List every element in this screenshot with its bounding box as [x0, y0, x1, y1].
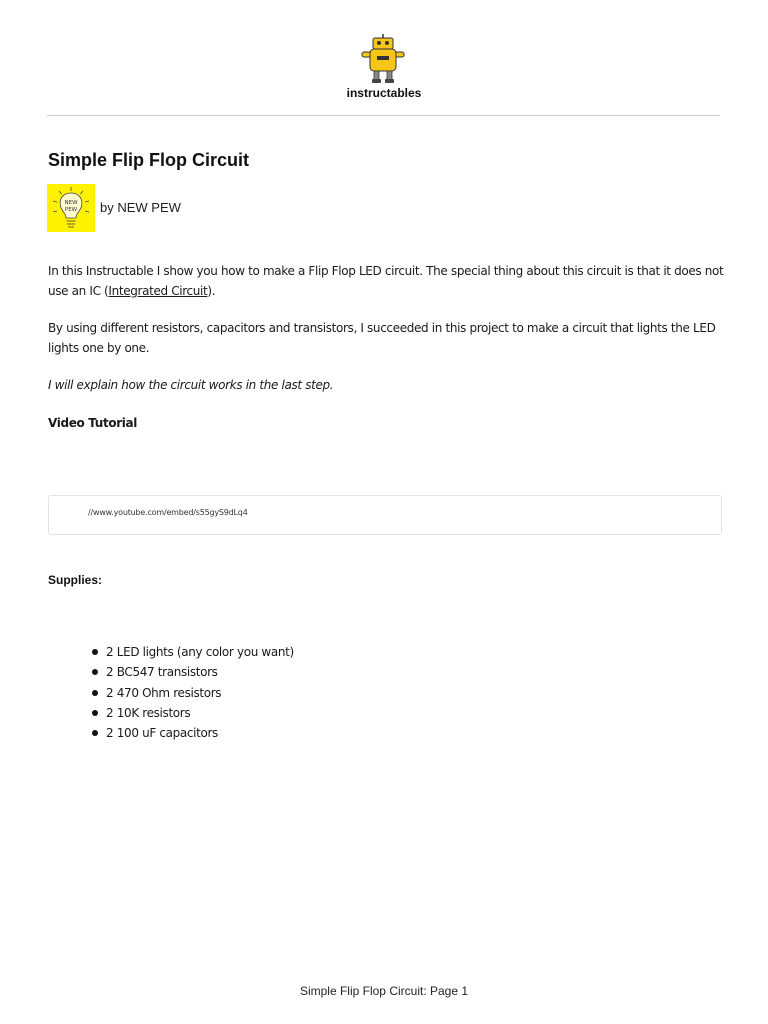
avatar-text-1: NEW	[64, 200, 78, 206]
page-title: Simple Flip Flop Circuit	[48, 150, 250, 170]
video-embed-url[interactable]: //www.youtube.com/embed/s55gyS9dLq4	[88, 508, 248, 517]
supply-item-text: 2 100 uF capacitors	[106, 726, 218, 741]
supply-item-text: 2 BC547 transistors	[106, 665, 218, 680]
description-paragraph: By using different resistors, capacitors and transistors, I succeeded in this project to make a circuit that lights the LED lights one by one.	[48, 321, 716, 355]
list-item	[92, 662, 294, 682]
page-header	[0, 0, 768, 116]
list-item	[92, 703, 294, 723]
video-heading: Video Tutorial	[48, 416, 138, 430]
list-item	[92, 642, 294, 662]
author-avatar[interactable]	[47, 184, 95, 232]
byline-prefix: by	[100, 200, 114, 215]
supply-item-text: 2 LED lights (any color you want)	[106, 645, 294, 659]
bullet-icon	[92, 669, 98, 675]
avatar-text-2: PEW	[64, 207, 78, 213]
bullet-icon	[92, 710, 98, 716]
bullet-icon	[92, 730, 98, 736]
supply-item-text: 2 470 Ohm resistors	[106, 685, 222, 700]
intro-text-2: ).	[207, 284, 216, 298]
supply-item-text: 2 10K resistors	[106, 705, 191, 720]
explanation-note: I will explain how the circuit works in the last step.	[48, 378, 334, 392]
lightbulb-icon	[47, 184, 95, 232]
author-byline	[100, 200, 181, 215]
bullet-icon	[92, 690, 98, 696]
supplies-list	[92, 642, 294, 743]
intro-text-1: In this Instructable I show you how to make a Flip Flop LED circuit. The special thing about this circuit is that it does not use an IC (	[48, 264, 724, 298]
list-item	[92, 723, 294, 743]
video-embed-frame[interactable]	[48, 495, 722, 535]
integrated-circuit-link[interactable]: Integrated Circuit	[108, 284, 208, 298]
bullet-icon	[92, 649, 98, 655]
page-footer: Simple Flip Flop Circuit: Page 1	[299, 984, 469, 998]
instructables-robot-icon[interactable]	[360, 34, 406, 84]
intro-paragraph	[48, 261, 728, 301]
supplies-heading: Supplies:	[48, 573, 103, 587]
author-name[interactable]: NEW PEW	[117, 200, 181, 215]
header-divider	[47, 115, 720, 116]
list-item	[92, 683, 294, 703]
brand-name[interactable]: instructables	[346, 86, 422, 100]
